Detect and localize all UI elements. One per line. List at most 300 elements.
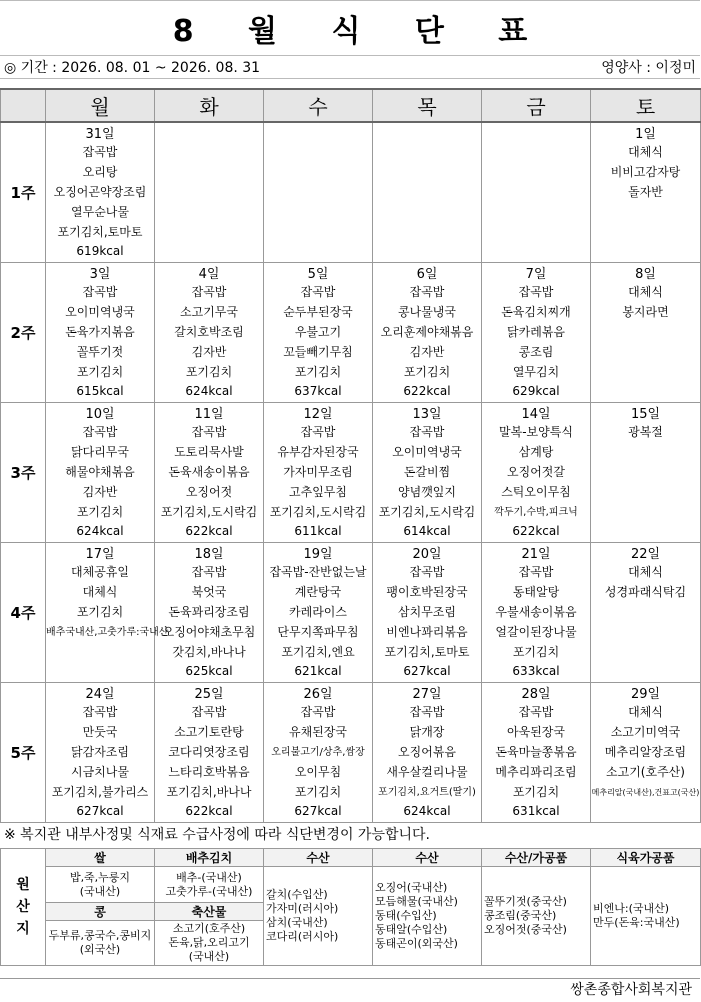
menu-item: 돈육가지볶음 (46, 322, 155, 342)
menu-row (1, 142, 701, 162)
menu-item: 갈치호박조림 (155, 322, 264, 342)
menu-item: 오징어젓 (155, 482, 264, 502)
menu-item: 잡곡밥 (155, 562, 264, 582)
date-cell: 26일 (264, 682, 373, 702)
menu-item (591, 622, 701, 642)
info-bar (0, 55, 700, 79)
menu-row (1, 762, 701, 782)
menu-row (1, 782, 701, 802)
menu-row (1, 182, 701, 202)
date-row (1, 122, 701, 142)
menu-row (1, 422, 701, 442)
origin-line: 동태(수입산) (375, 909, 437, 922)
menu-item (591, 202, 701, 222)
menu-row (1, 482, 701, 502)
menu-item (591, 222, 701, 242)
date-row (1, 542, 701, 562)
menu-item: 도토리묵사발 (155, 442, 264, 462)
menu-item: 포기김치 (155, 362, 264, 382)
menu-item: 성경파래식탁김 (591, 582, 701, 602)
menu-row (1, 802, 701, 822)
menu-item: 해물야채볶음 (46, 462, 155, 482)
calorie-cell: 627kcal (46, 802, 155, 822)
menu-item (46, 642, 155, 662)
date-cell: 10일 (46, 402, 155, 422)
calorie-cell (591, 242, 701, 262)
origin-line: 오징어젓(중국산) (484, 923, 567, 936)
date-cell: 27일 (373, 682, 482, 702)
menu-item: 단무지쪽파무침 (264, 622, 373, 642)
date-cell: 29일 (591, 682, 701, 702)
calorie-cell (591, 662, 701, 682)
menu-item: 돈육꽈리장조림 (155, 602, 264, 622)
calorie-cell: 624kcal (373, 802, 482, 822)
menu-item: 오징어곤약장조림 (46, 182, 155, 202)
origin-kimchi (155, 867, 264, 903)
origin-line: 동태곤이(외국산) (375, 937, 458, 950)
menu-item: 콩나물냉국 (373, 302, 482, 322)
origin-label-char: 산 (16, 899, 30, 915)
menu-item: 느타리호박볶음 (155, 762, 264, 782)
menu-row (1, 662, 701, 682)
origin-line: 배추-(국내산) (176, 870, 242, 884)
calorie-cell: 631kcal (482, 802, 591, 822)
menu-item: 새우살컬리나물 (373, 762, 482, 782)
origin-line: 돈육,닭,오리고기 (168, 936, 250, 949)
menu-item: 오이무침 (264, 762, 373, 782)
menu-item: 잡곡밥 (46, 142, 155, 162)
calorie-cell (155, 242, 264, 262)
menu-item: 대체식 (591, 282, 701, 302)
menu-item: 꼬들빼기무침 (264, 342, 373, 362)
origin-seafood-1 (264, 867, 373, 966)
date-cell (264, 122, 373, 142)
menu-item: 북엇국 (155, 582, 264, 602)
origin-line: (국내산) (188, 950, 230, 963)
date-cell: 22일 (591, 542, 701, 562)
menu-item (155, 142, 264, 162)
menu-item: 깍두기,수박,피크닉 (482, 502, 591, 522)
origin-processed (482, 867, 591, 966)
menu-item (591, 602, 701, 622)
menu-item: 포기김치,도시락김 (264, 502, 373, 522)
date-cell: 14일 (482, 402, 591, 422)
menu-item (264, 202, 373, 222)
menu-item: 닭개장 (373, 722, 482, 742)
menu-item: 갓김치,바나나 (155, 642, 264, 662)
menu-item: 순두부된장국 (264, 302, 373, 322)
menu-row (1, 442, 701, 462)
origin-line: (국내산) (79, 884, 121, 898)
menu-item: 대체공휴일 (46, 562, 155, 582)
menu-row (1, 722, 701, 742)
date-cell: 7일 (482, 262, 591, 282)
menu-item: 잡곡밥 (264, 282, 373, 302)
menu-item (591, 462, 701, 482)
menu-item: 잡곡밥 (264, 422, 373, 442)
menu-item (591, 502, 701, 522)
date-cell: 24일 (46, 682, 155, 702)
date-cell: 21일 (482, 542, 591, 562)
notice-text: ※ 복지관 내부사정및 식재료 수급사정에 따라 식단변경이 가능합니다. (4, 827, 431, 843)
menu-item: 코다리엿장조림 (155, 742, 264, 762)
calorie-cell: 633kcal (482, 662, 591, 682)
calorie-cell: 625kcal (155, 662, 264, 682)
menu-item: 돈육김치찌개 (482, 302, 591, 322)
calorie-cell: 629kcal (482, 382, 591, 402)
menu-item: 유부감자된장국 (264, 442, 373, 462)
calorie-cell (591, 382, 701, 402)
origin-head-bean: 콩 (46, 903, 155, 921)
menu-item: 돌자반 (591, 182, 701, 202)
menu-item: 소고기무국 (155, 302, 264, 322)
origin-line: 두부류,콩국수,콩비지 (48, 929, 152, 942)
date-cell: 25일 (155, 682, 264, 702)
date-cell: 12일 (264, 402, 373, 422)
date-cell: 6일 (373, 262, 482, 282)
menu-item: 오리탕 (46, 162, 155, 182)
origin-line: 소고기(호주산) (172, 922, 246, 935)
date-cell: 13일 (373, 402, 482, 422)
day-header-row (1, 89, 701, 122)
menu-row (1, 562, 701, 582)
menu-item: 포기김치 (482, 642, 591, 662)
date-cell: 3일 (46, 262, 155, 282)
menu-item: 오징어젓갈 (482, 462, 591, 482)
menu-item: 잡곡밥 (46, 282, 155, 302)
origin-head-seafood: 수산 (264, 849, 373, 867)
menu-item (155, 202, 264, 222)
menu-item (591, 482, 701, 502)
menu-item (155, 162, 264, 182)
menu-item: 포기김치 (264, 362, 373, 382)
menu-item: 열무김치 (482, 362, 591, 382)
menu-item (482, 222, 591, 242)
menu-item: 스틱오이무침 (482, 482, 591, 502)
date-cell: 19일 (264, 542, 373, 562)
menu-item: 오징어야채초무침 (155, 622, 264, 642)
menu-item (264, 142, 373, 162)
date-cell: 4일 (155, 262, 264, 282)
menu-row (1, 282, 701, 302)
menu-item: 꼴뚜기젓 (46, 342, 155, 362)
menu-item: 삼계탕 (482, 442, 591, 462)
menu-item (155, 222, 264, 242)
week-label: 1주 (1, 122, 46, 262)
date-cell: 5일 (264, 262, 373, 282)
origin-head-meat: 축산물 (155, 903, 264, 921)
origin-line: 밥,죽,누룽지 (69, 870, 131, 884)
menu-item: 소고기(호주산) (591, 762, 701, 782)
menu-item: 오이미역냉국 (46, 302, 155, 322)
menu-item (373, 182, 482, 202)
calorie-cell: 624kcal (155, 382, 264, 402)
calorie-cell: 614kcal (373, 522, 482, 542)
calorie-cell: 622kcal (155, 802, 264, 822)
menu-item: 메추리알(국내산),건표고(국산) (591, 782, 701, 802)
menu-item (591, 322, 701, 342)
origin-table (0, 848, 701, 966)
origin-meat (155, 921, 264, 966)
origin-head-food: 식육가공품 (591, 849, 701, 867)
origin-line: 콩조림(중국산) (484, 909, 557, 922)
menu-item: 배추국내산,고춧가루:국내산 (46, 622, 155, 642)
period-text: ◎ 기간 : 2026. 08. 01 ~ 2026. 08. 31 (4, 60, 261, 76)
date-cell: 18일 (155, 542, 264, 562)
menu-item: 삼치무조림 (373, 602, 482, 622)
menu-item: 잡곡밥 (373, 562, 482, 582)
menu-row (1, 582, 701, 602)
origin-head-kimchi: 배추김치 (155, 849, 264, 867)
menu-item: 포기김치 (482, 782, 591, 802)
menu-item (482, 142, 591, 162)
menu-item: 김자반 (155, 342, 264, 362)
menu-item (591, 442, 701, 462)
menu-row (1, 202, 701, 222)
calorie-cell: 619kcal (46, 242, 155, 262)
calorie-cell (591, 522, 701, 542)
menu-item: 카레라이스 (264, 602, 373, 622)
menu-item: 콩조림 (482, 342, 591, 362)
menu-item: 잡곡밥 (373, 702, 482, 722)
menu-item: 오리불고기/상추,쌈장 (264, 742, 373, 762)
menu-item: 잡곡밥 (46, 702, 155, 722)
menu-item: 우불새송이볶음 (482, 602, 591, 622)
menu-item: 잡곡밥 (46, 422, 155, 442)
menu-row (1, 502, 701, 522)
menu-item: 포기김치 (373, 362, 482, 382)
menu-row (1, 702, 701, 722)
origin-label-char: 지 (16, 921, 30, 937)
menu-item: 포기김치,엔요 (264, 642, 373, 662)
date-cell (155, 122, 264, 142)
menu-item: 만둣국 (46, 722, 155, 742)
date-cell: 1일 (591, 122, 701, 142)
menu-item: 열무순나물 (46, 202, 155, 222)
menu-item: 대체식 (46, 582, 155, 602)
menu-item: 포기김치,불가리스 (46, 782, 155, 802)
menu-row (1, 742, 701, 762)
origin-line: 가자미(러시아) (266, 902, 339, 915)
menu-item: 우불고기 (264, 322, 373, 342)
calorie-cell: 615kcal (46, 382, 155, 402)
menu-item: 대체식 (591, 702, 701, 722)
menu-item (482, 182, 591, 202)
menu-row (1, 602, 701, 622)
menu-item: 잡곡밥 (373, 282, 482, 302)
menu-table (0, 88, 701, 823)
menu-row (1, 462, 701, 482)
calorie-cell (373, 242, 482, 262)
menu-item: 잡곡밥-잔반없는날 (264, 562, 373, 582)
menu-item: 대체식 (591, 562, 701, 582)
page-title: 8 월 식 단 표 (0, 0, 700, 55)
menu-item: 가자미무조림 (264, 462, 373, 482)
corner-cell (1, 89, 46, 122)
menu-item: 돈육새송이볶음 (155, 462, 264, 482)
menu-item: 김자반 (373, 342, 482, 362)
menu-row (1, 322, 701, 342)
menu-item: 닭감자조림 (46, 742, 155, 762)
menu-item: 잡곡밥 (373, 422, 482, 442)
calorie-cell (591, 802, 701, 822)
menu-item: 메추리꽈리조림 (482, 762, 591, 782)
calorie-cell: 627kcal (373, 662, 482, 682)
menu-item: 양념깻잎지 (373, 482, 482, 502)
week-label: 5주 (1, 682, 46, 822)
menu-item: 잡곡밥 (482, 562, 591, 582)
menu-item: 잡곡밥 (155, 702, 264, 722)
calorie-cell (46, 662, 155, 682)
origin-food (591, 867, 701, 966)
menu-item (155, 182, 264, 202)
menu-item: 포기김치,도시락김 (373, 502, 482, 522)
menu-item (264, 162, 373, 182)
menu-item: 대체식 (591, 142, 701, 162)
week-label: 4주 (1, 542, 46, 682)
menu-item: 포기김치 (46, 502, 155, 522)
menu-item: 포기김치,도시락김 (155, 502, 264, 522)
menu-item: 잡곡밥 (155, 282, 264, 302)
date-cell: 11일 (155, 402, 264, 422)
menu-item: 팽이호박된장국 (373, 582, 482, 602)
menu-item: 시금치나물 (46, 762, 155, 782)
calorie-cell: 622kcal (373, 382, 482, 402)
menu-item: 소고기토란탕 (155, 722, 264, 742)
day-header: 목 (373, 89, 482, 122)
day-header: 월 (46, 89, 155, 122)
menu-item: 잡곡밥 (264, 702, 373, 722)
origin-line: (외국산) (79, 943, 121, 956)
menu-item: 유채된장국 (264, 722, 373, 742)
menu-row (1, 382, 701, 402)
menu-item: 메추리알장조림 (591, 742, 701, 762)
origin-line: 삼치(국내산) (266, 916, 328, 929)
origin-rice (46, 867, 155, 903)
day-header: 화 (155, 89, 264, 122)
menu-item: 김자반 (46, 482, 155, 502)
origin-line: 고춧가루-(국내산) (165, 884, 253, 898)
origin-line: 오징어(국내산) (375, 881, 448, 894)
menu-item: 아욱된장국 (482, 722, 591, 742)
calorie-cell: 622kcal (155, 522, 264, 542)
menu-item: 계란탕국 (264, 582, 373, 602)
menu-item (373, 142, 482, 162)
menu-item: 포기김치,요거트(딸기) (373, 782, 482, 802)
menu-item: 포기김치,토마토 (373, 642, 482, 662)
date-cell: 28일 (482, 682, 591, 702)
date-row (1, 262, 701, 282)
date-cell: 17일 (46, 542, 155, 562)
menu-row (1, 642, 701, 662)
menu-item: 포기김치 (46, 362, 155, 382)
origin-line: 코다리(러시아) (266, 930, 339, 943)
origin-bean (46, 921, 155, 966)
menu-item: 포기김치,바나나 (155, 782, 264, 802)
origin-line: 꼴뚜기젓(중국산) (484, 895, 567, 908)
dietitian-text: 영양사 : 이정미 (601, 60, 696, 76)
calorie-cell: 622kcal (482, 522, 591, 542)
date-cell: 31일 (46, 122, 155, 142)
menu-row (1, 242, 701, 262)
menu-item (373, 222, 482, 242)
menu-item: 비비고감자탕 (591, 162, 701, 182)
menu-item: 포기김치 (264, 782, 373, 802)
origin-line: 갈치(수입산) (266, 888, 328, 901)
menu-item: 돈육마늘쫑볶음 (482, 742, 591, 762)
day-header: 금 (482, 89, 591, 122)
menu-item (482, 162, 591, 182)
date-cell: 15일 (591, 402, 701, 422)
menu-item: 오리훈제야채볶음 (373, 322, 482, 342)
origin-seafood-2 (373, 867, 482, 966)
origin-line: 만두(돈육:국내산) (593, 916, 680, 929)
menu-row (1, 622, 701, 642)
menu-item (373, 202, 482, 222)
menu-item: 봉지라면 (591, 302, 701, 322)
menu-item: 잡곡밥 (482, 282, 591, 302)
calorie-cell: 637kcal (264, 382, 373, 402)
menu-item: 돈갈비찜 (373, 462, 482, 482)
date-cell: 20일 (373, 542, 482, 562)
organization-name: 쌍촌종합사회복지관 (0, 978, 700, 1002)
calorie-cell (264, 242, 373, 262)
menu-row (1, 162, 701, 182)
menu-item: 오징어볶음 (373, 742, 482, 762)
origin-head-processed: 수산/가공품 (482, 849, 591, 867)
menu-item: 동태알탕 (482, 582, 591, 602)
calorie-cell: 624kcal (46, 522, 155, 542)
menu-row (1, 522, 701, 542)
menu-item: 닭다리무국 (46, 442, 155, 462)
date-row (1, 402, 701, 422)
calorie-cell: 611kcal (264, 522, 373, 542)
date-cell (373, 122, 482, 142)
menu-item (591, 342, 701, 362)
menu-item: 말복-보양특식 (482, 422, 591, 442)
menu-item: 오이미역냉국 (373, 442, 482, 462)
menu-item: 포기김치,토마토 (46, 222, 155, 242)
menu-row (1, 222, 701, 242)
menu-item: 포기김치 (46, 602, 155, 622)
origin-head-seafood: 수산 (373, 849, 482, 867)
menu-item (591, 642, 701, 662)
menu-item: 잡곡밥 (155, 422, 264, 442)
menu-item (264, 222, 373, 242)
origin-line: 비엔나:(국내산) (593, 902, 670, 915)
menu-item: 얼갈이된장나물 (482, 622, 591, 642)
date-cell (482, 122, 591, 142)
day-header: 수 (264, 89, 373, 122)
calorie-cell (482, 242, 591, 262)
week-label: 2주 (1, 262, 46, 402)
menu-item: 잡곡밥 (482, 702, 591, 722)
menu-item: 광복절 (591, 422, 701, 442)
menu-item: 소고기미역국 (591, 722, 701, 742)
menu-item (482, 202, 591, 222)
day-header: 토 (591, 89, 701, 122)
menu-item (373, 162, 482, 182)
date-cell: 8일 (591, 262, 701, 282)
menu-item: 닭카레볶음 (482, 322, 591, 342)
origin-line: 동태알(수입산) (375, 923, 448, 936)
week-label: 3주 (1, 402, 46, 542)
calorie-cell: 621kcal (264, 662, 373, 682)
origin-label-char: 원 (16, 877, 30, 893)
menu-row (1, 342, 701, 362)
menu-item (591, 362, 701, 382)
calorie-cell: 627kcal (264, 802, 373, 822)
